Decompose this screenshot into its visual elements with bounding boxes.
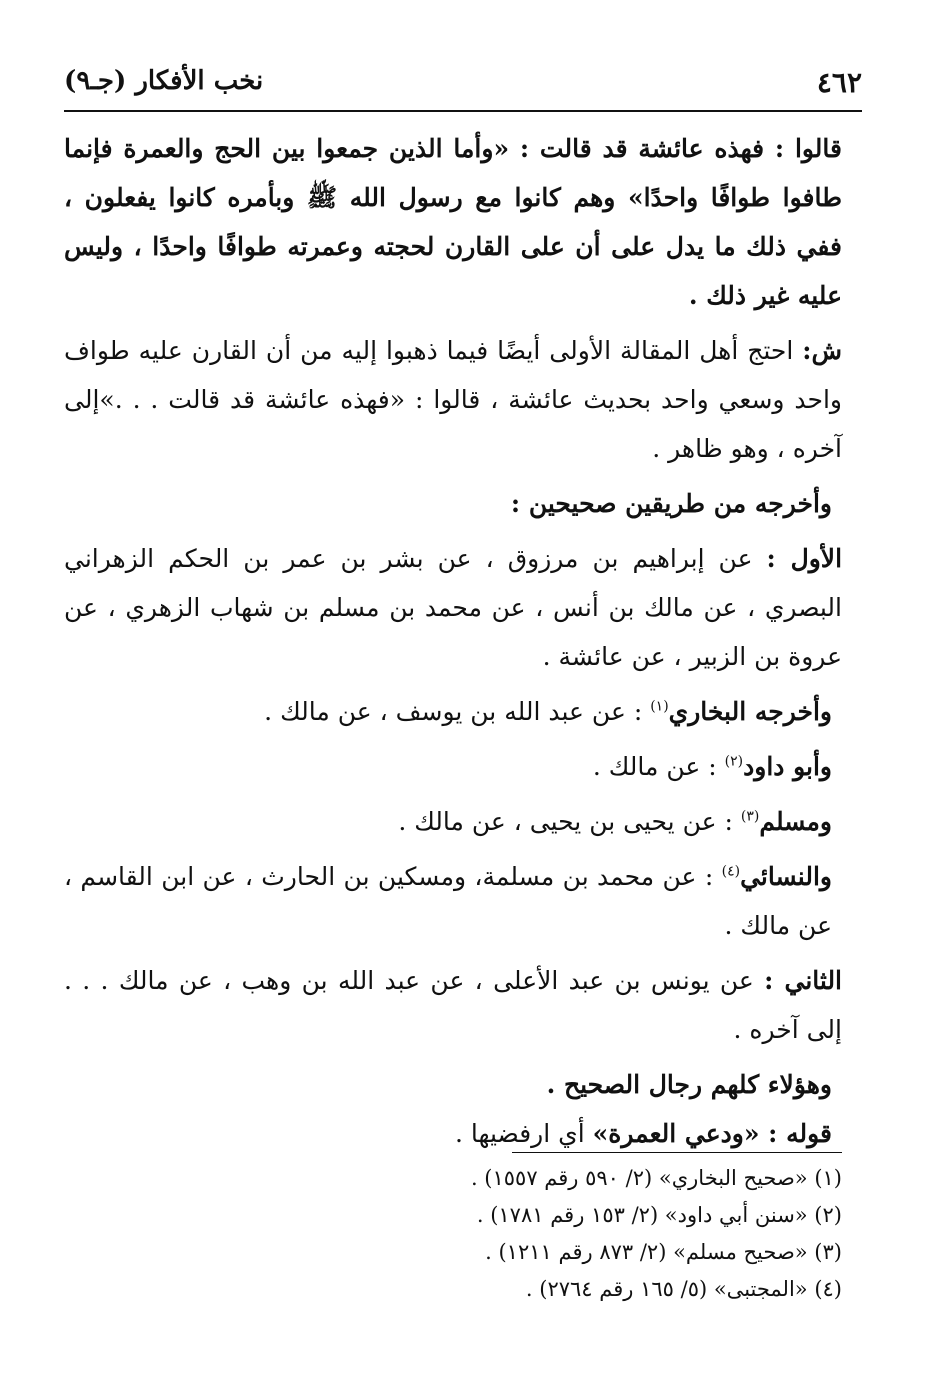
header-divider [64,110,862,112]
abu-dawud-label: وأبو داود [743,752,832,781]
footnote-ref-2: (٢) [724,753,744,770]
bukhari-label: وأخرجه البخاري [668,697,832,726]
footnote-3: (٣) «صحيح مسلم» (٢/ ٨٧٣ رقم ١٢١١) . [485,1240,842,1264]
muslim-label: ومسلم [759,807,832,836]
footnote-ref-1: (١) [650,698,669,715]
muslim-text: : عن يحيى بن يحيى ، عن مالك . [398,807,741,836]
main-text [64,124,842,1158]
footnote-4: (٤) «المجتبى» (٥/ ١٦٥ رقم ٢٧٦٤) . [525,1277,842,1301]
paragraph-explanation [64,1109,842,1158]
nasai-text: : عن محمد بن مسلمة، ومسكين بن الحارث ، عن ابن القاسم ، عن مالك . [64,862,832,940]
commentary-marker: ش: [802,336,842,365]
footnote-ref-3: (٣) [740,808,760,825]
nasai-label: والنسائي [740,862,832,891]
page-number: ٤٦٢ [816,66,862,99]
first-route-text: عن إبراهيم بن مرزوق ، عن بشر بن عمر بن الحكم الزهراني البصري ، عن مالك بن أنس ، عن محمد بن مسلم بن شهاب الزهري ، عن عروة بن الزبير ، عن عائشة . [64,544,842,671]
abu-dawud-text: : عن مالك . [592,752,725,781]
page-header [64,66,862,106]
book-title: نخب الأفكار (جـ٩) [64,66,264,96]
footnote-1: (١) «صحيح البخاري» (٢/ ٥٩٠ رقم ١٥٥٧) . [470,1166,842,1190]
paragraph-muslim [64,797,842,846]
paragraph-first-route [64,534,842,681]
explanation-text: أي ارفضيها . [454,1119,593,1148]
second-route-text: عن يونس بن عبد الأعلى ، عن عبد الله بن وهب ، عن مالك . . . إلى آخره . [64,966,842,1044]
footnotes [64,1160,842,1308]
first-route-label: الأول : [766,544,843,573]
paragraph-quote: قالوا : فهذه عائشة قد قالت : «وأما الذين جمعوا بين الحج والعمرة فإنما طافوا طوافًا واحدًا» وهم كانوا مع رسول الله ﷺ وبأمره كانوا يفعلون ، ففي ذلك ما يدل على أن على القارن لحجته وعمرته طوافًا واحدًا ، وليس عليه غير ذلك . [64,134,842,310]
paragraph-abu-dawud [64,742,842,791]
paragraph-routes-heading: وأخرجه من طريقين صحيحين : [510,489,832,518]
paragraph-commentary [64,326,842,473]
paragraph-bukhari [64,687,842,736]
footnote-2: (٢) «سنن أبي داود» (٢/ ١٥٣ رقم ١٧٨١) . [476,1203,842,1227]
footnote-ref-4: (٤) [721,863,741,880]
paragraph-narrators: وهؤلاء كلهم رجال الصحيح . [546,1070,832,1099]
commentary-text: احتج أهل المقالة الأولى أيضًا فيما ذهبوا إليه من أن القارن عليه طواف واحد وسعي واحد بحديث عائشة ، قالوا : «فهذه عائشة قد قالت . . .»إلى آخره ، وهو ظاهر . [64,336,842,463]
paragraph-second-route [64,956,842,1054]
footnote-divider [512,1152,842,1153]
explanation-label: قوله : «ودعي العمرة» [592,1119,832,1148]
paragraph-nasai [64,852,842,950]
bukhari-text: : عن عبد الله بن يوسف ، عن مالك . [264,697,651,726]
second-route-label: الثاني : [764,966,843,995]
